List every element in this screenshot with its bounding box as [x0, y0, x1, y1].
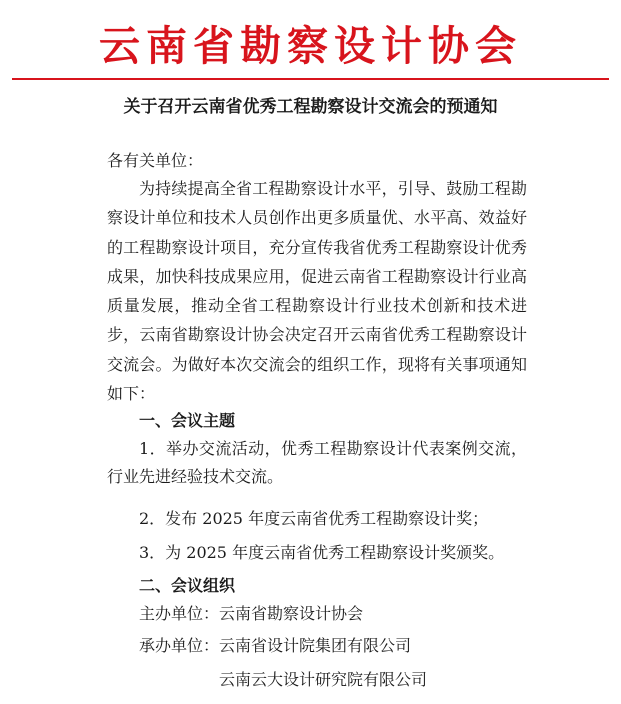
section1-item3: 3．为 2025 年度云南省优秀工程勘察设计奖颁奖。 — [139, 543, 505, 562]
host-row — [139, 601, 363, 627]
notice-title: 关于召开云南省优秀工程勘察设计交流会的预通知 — [123, 97, 498, 117]
host-value: 云南省勘察设计协会 — [219, 604, 364, 623]
section1-item1: 1．举办交流活动，优秀工程勘察设计代表案例交流，行业先进经验技术交流。 — [107, 439, 527, 486]
letterhead-org-name: 云南省勘察设计协会 — [99, 22, 522, 70]
section1-item2: 2．发布 2025 年度云南省优秀工程勘察设计奖； — [139, 509, 489, 528]
organizer-value-2: 云南云大设计研究院有限公司 — [219, 670, 428, 689]
host-label: 主办单位： — [139, 604, 220, 623]
letterhead-divider — [12, 78, 609, 80]
salutation: 各有关单位： — [107, 151, 204, 170]
organizer-row — [139, 633, 411, 659]
organizer-label: 承办单位： — [139, 636, 220, 655]
intro-paragraph: 为持续提高全省工程勘察设计水平，引导、鼓励工程勘察设计单位和技术人员创作出更多质量优、水平高、效益好的工程勘察设计项目，充分宣传我省优秀工程勘察设计优秀成果，加快科技成果应用，促进云南省工程勘察设计行业高质量发展，推动全省工程勘察设计行业技术创新和技术进步，云南省勘察设计协会决定召开云南省优秀工程勘察设计交流会。为做好本次交流会的组织工作，现将有关事项通知如下： — [107, 179, 527, 404]
organizer-value-1: 云南省设计院集团有限公司 — [219, 636, 412, 655]
section2-heading: 二、会议组织 — [139, 576, 236, 595]
section1-heading: 一、会议主题 — [139, 411, 236, 430]
